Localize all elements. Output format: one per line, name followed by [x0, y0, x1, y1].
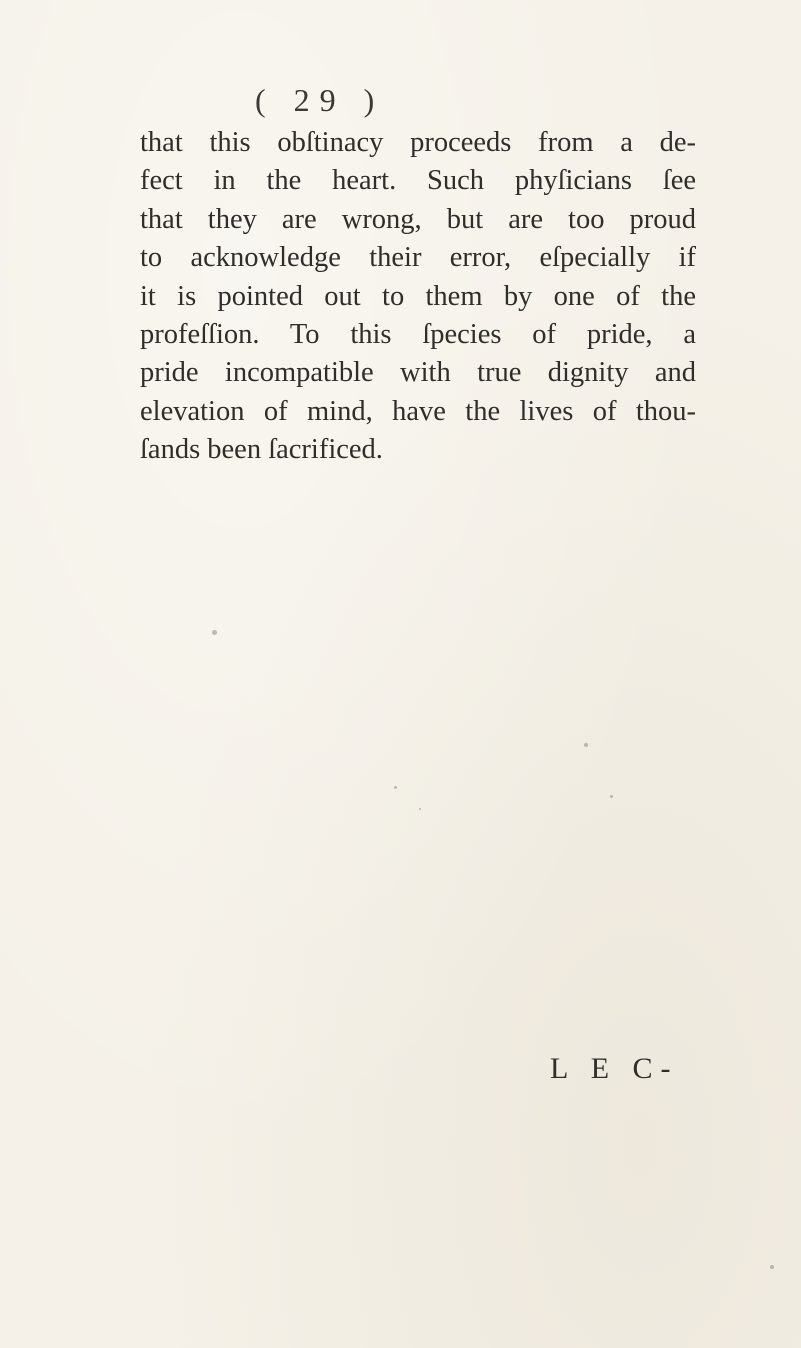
text-line: that they are wrong, but are too proud [140, 203, 696, 235]
text-line: it is pointed out to them by one of the [140, 280, 696, 312]
text-line: elevation of mind, have the lives of thou- [140, 395, 696, 427]
page-number: ( 29 ) [255, 82, 385, 118]
text-line: profeſſion. To this ſpecies of pride, a [140, 319, 696, 351]
catchword: L E C- [550, 1052, 679, 1085]
paper-speck [610, 795, 613, 798]
text-line: ſands been ſacrificed. [140, 434, 383, 466]
text-line: fect in the heart. Such phyſicians ſee [140, 165, 696, 197]
paper-speck [584, 743, 588, 747]
paper-speck [770, 1265, 774, 1269]
paper-speck [212, 630, 217, 635]
body-paragraph [140, 124, 696, 470]
text-line: to acknowledge their error, eſpecially if [140, 242, 696, 274]
paper-speck [419, 808, 421, 810]
text-line: pride incompatible with true dignity and [140, 357, 696, 389]
text-line: that this obſtinacy proceeds from a de- [140, 127, 696, 158]
paper-speck [394, 786, 397, 789]
